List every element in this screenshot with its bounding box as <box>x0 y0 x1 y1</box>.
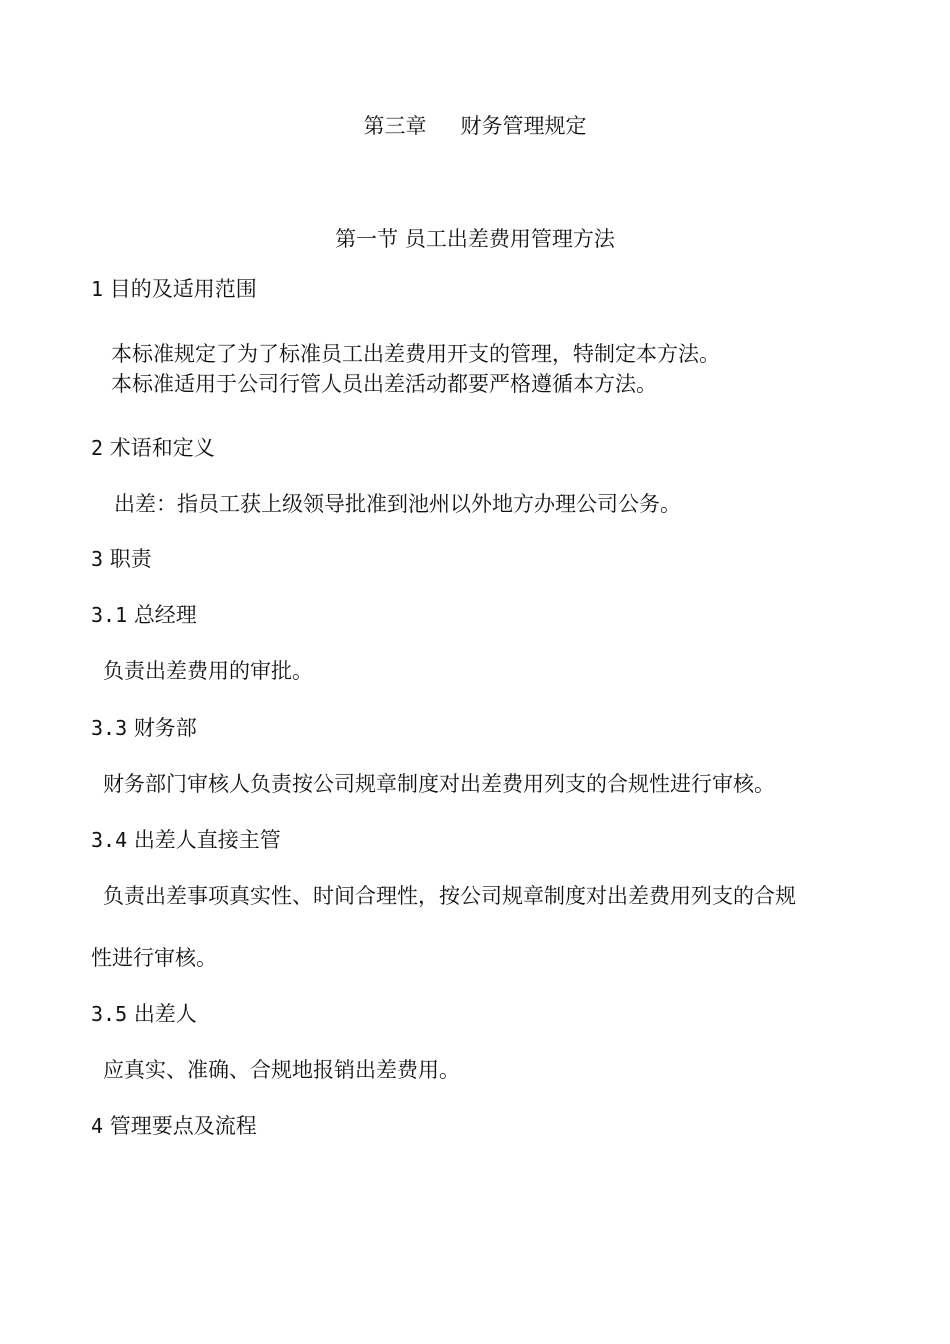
heading-number: 3.5 <box>91 1002 128 1026</box>
heading-3-3 <box>91 715 197 741</box>
chapter-number: 第三章 <box>363 114 427 138</box>
heading-text: 职责 <box>109 547 152 571</box>
heading-text: 总经理 <box>133 603 197 627</box>
section-title: 第一节 员工出差费用管理方法 <box>335 227 615 251</box>
paragraph: 负责出差费用的审批。 <box>103 659 313 683</box>
chapter-name: 财务管理规定 <box>460 114 587 138</box>
heading-number: 3.3 <box>91 716 128 740</box>
heading-3-4 <box>91 827 281 853</box>
heading-text: 目的及适用范围 <box>109 277 257 301</box>
paragraph: 应真实、准确、合规地报销出差费用。 <box>103 1058 460 1082</box>
heading-1 <box>91 276 257 302</box>
heading-number: 4 <box>91 1114 104 1138</box>
paragraph-line: 性进行审核。 <box>91 946 217 970</box>
heading-text: 术语和定义 <box>109 436 215 460</box>
heading-text: 出差人 <box>133 1002 197 1026</box>
heading-text: 管理要点及流程 <box>109 1114 257 1138</box>
heading-number: 3 <box>91 547 104 571</box>
heading-3-5 <box>91 1001 197 1027</box>
heading-number: 3.1 <box>91 603 128 627</box>
paragraph: 本标准规定了为了标准员工出差费用开支的管理，特制定本方法。 <box>111 342 720 366</box>
paragraph: 本标准适用于公司行管人员出差活动都要严格遵循本方法。 <box>111 372 657 396</box>
paragraph: 出差：指员工获上级领导批准到池州以外地方办理公司公务。 <box>114 492 681 516</box>
heading-3-1 <box>91 602 197 628</box>
paragraph: 财务部门审核人负责按公司规章制度对出差费用列支的合规性进行审核。 <box>103 772 775 796</box>
heading-number: 2 <box>91 436 104 460</box>
heading-4 <box>91 1113 257 1139</box>
chapter-title <box>0 113 950 139</box>
heading-number: 3.4 <box>91 828 128 852</box>
heading-text: 财务部 <box>133 716 197 740</box>
heading-text: 出差人直接主管 <box>133 828 281 852</box>
paragraph-line: 负责出差事项真实性、时间合理性，按公司规章制度对出差费用列支的合规 <box>103 884 796 908</box>
heading-2 <box>91 435 215 461</box>
heading-number: 1 <box>91 277 104 301</box>
heading-3 <box>91 546 152 572</box>
